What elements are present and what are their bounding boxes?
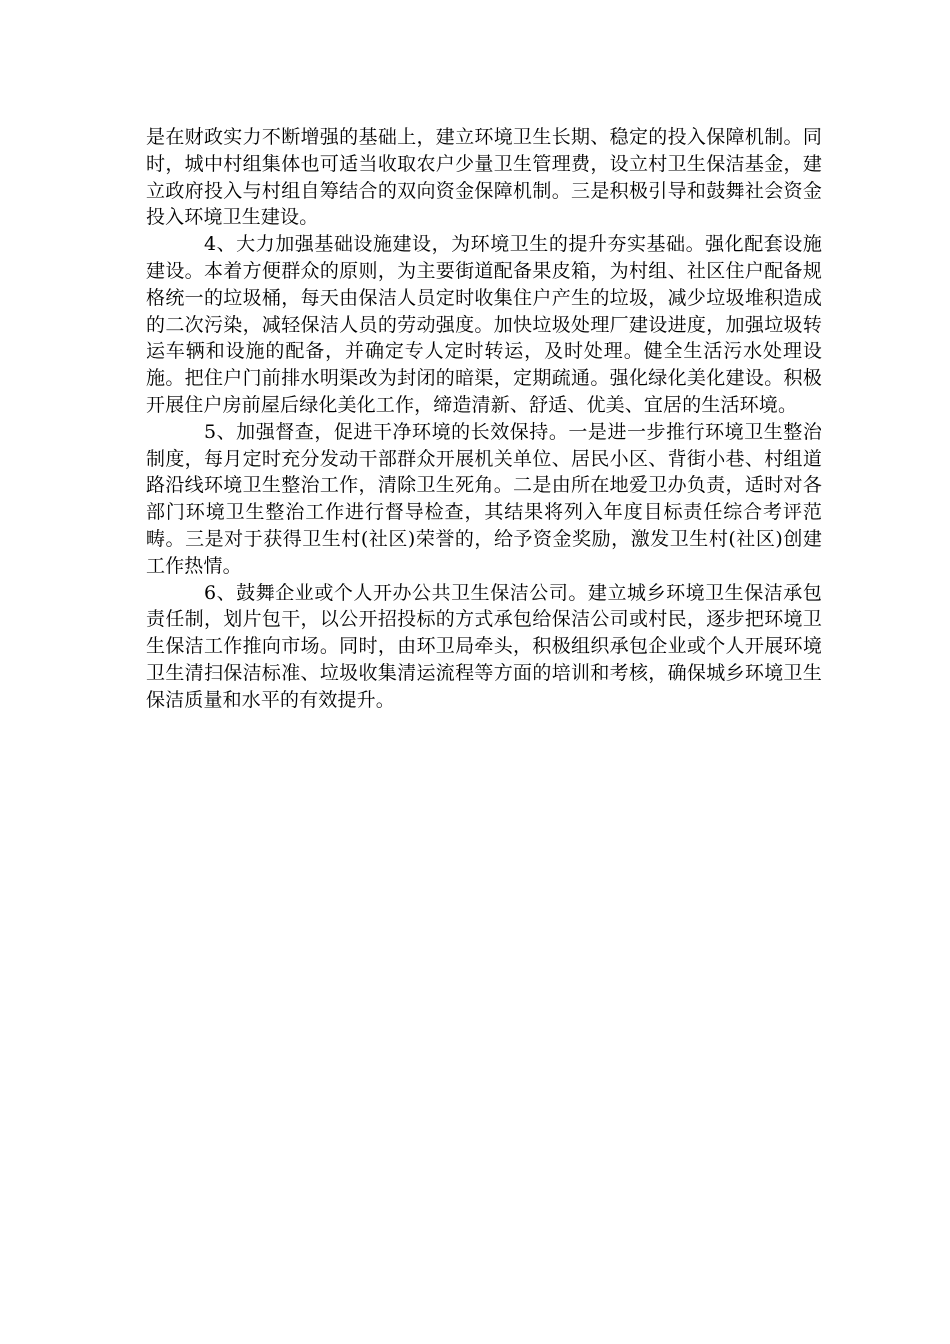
paragraph-cleaning-companies: 6、鼓舞企业或个人开办公共卫生保洁公司。建立城乡环境卫生保洁承包责任制，划片包干，以公开招投标的方式承包给保洁公司或村民，逐步把环境卫生保洁工作推向市场。同时，由环卫局牵头，积极组织承包企业或个人开展环境卫生清扫保洁标准、垃圾收集清运流程等方面的培训和考核，确保城乡环境卫生保洁质量和水平的有效提升。 [146,581,822,711]
paragraph-funding-mechanism: 是在财政实力不断增强的基础上，建立环境卫生长期、稳定的投入保障机制。同时，城中村组集体也可适当收取农户少量卫生管理费，设立村卫生保洁基金，建立政府投入与村组自筹结合的双向资金保障机制。三是积极引导和鼓舞社会资金投入环境卫生建设。 [146,126,822,229]
paragraph-infrastructure: 4、大力加强基础设施建设，为环境卫生的提升夯实基础。强化配套设施建设。本着方便群众的原则，为主要街道配备果皮箱，为村组、社区住户配备规格统一的垃圾桶，每天由保洁人员定时收集住户产生的垃圾，减少垃圾堆积造成的二次污染，减轻保洁人员的劳动强度。加快垃圾处理厂建设进度，加强垃圾转运车辆和设施的配备，并确定专人定时转运，及时处理。健全生活污水处理设施。把住户门前排水明渠改为封闭的暗渠，定期疏通。强化绿化美化建设。积极开展住户房前屋后绿化美化工作，缔造清新、舒适、优美、宜居的生活环境。 [146,233,822,416]
paragraph-supervision: 5、加强督查，促进干净环境的长效保持。一是进一步推行环境卫生整治制度，每月定时充分发动干部群众开展机关单位、居民小区、背街小巷、村组道路沿线环境卫生整治工作，清除卫生死角。二是由所在地爱卫办负责，适时对各部门环境卫生整治工作进行督导检查，其结果将列入年度目标责任综合考评范畴。三是对于获得卫生村(社区)荣誉的，给予资金奖励，激发卫生村(社区)创建工作热情。 [146,420,822,577]
document-page [146,124,822,714]
